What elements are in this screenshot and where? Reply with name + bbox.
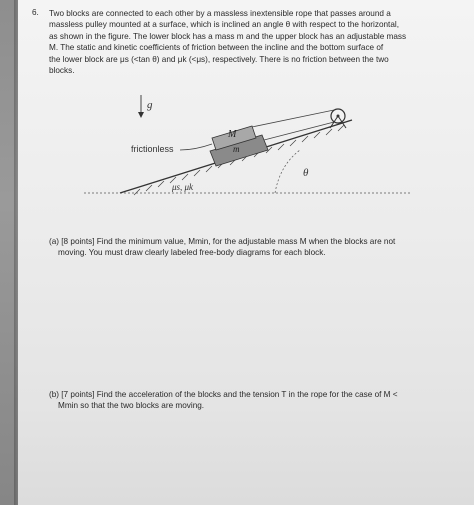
question-line: as shown in the figure. The lower block has a mass m and the upper block has an adjustable mass	[49, 31, 407, 41]
frictionless-label: frictionless	[131, 144, 174, 154]
frictionless-pointer	[180, 144, 212, 150]
part-b-line2: Mmin so that the two blocks are moving.	[58, 401, 205, 411]
part-a-line1: (a) [8 points] Find the minimum value, Mmin, for the adjustable mass M when the blocks are not	[49, 237, 396, 246]
gravity-label: g	[147, 99, 153, 111]
friction-coefficients-label: μs, μk	[172, 182, 194, 192]
lower-block-label: m	[233, 144, 240, 154]
question-line: blocks.	[49, 66, 75, 76]
angle-label: θ	[303, 167, 309, 179]
question-line: Two blocks are connected to each other by a massless inextensible rope that passes around a	[49, 9, 391, 18]
rope-lower	[264, 121, 338, 140]
upper-block-label: M	[228, 129, 237, 140]
part-b-line1: (b) [7 points] Find the acceleration of the blocks and the tension T in the rope for the case of M <	[49, 390, 398, 399]
part-a-line2: moving. You must draw clearly labeled free-body diagrams for each block.	[58, 248, 326, 258]
part-a	[49, 236, 419, 259]
question-line: M. The static and kinetic coefficients of friction between the incline and the bottom surface of	[49, 43, 384, 53]
rope-upper	[252, 110, 334, 127]
part-b	[49, 389, 419, 412]
question-number: 6.	[32, 8, 39, 17]
question-line: massless pulley mounted at a surface, which is inclined an angle θ with respect to the horizontal,	[49, 20, 399, 30]
question-line: the lower block are μs (<tan θ) and μk (<μs), respectively. There is no friction between the two	[49, 54, 389, 64]
angle-arc	[275, 150, 300, 193]
